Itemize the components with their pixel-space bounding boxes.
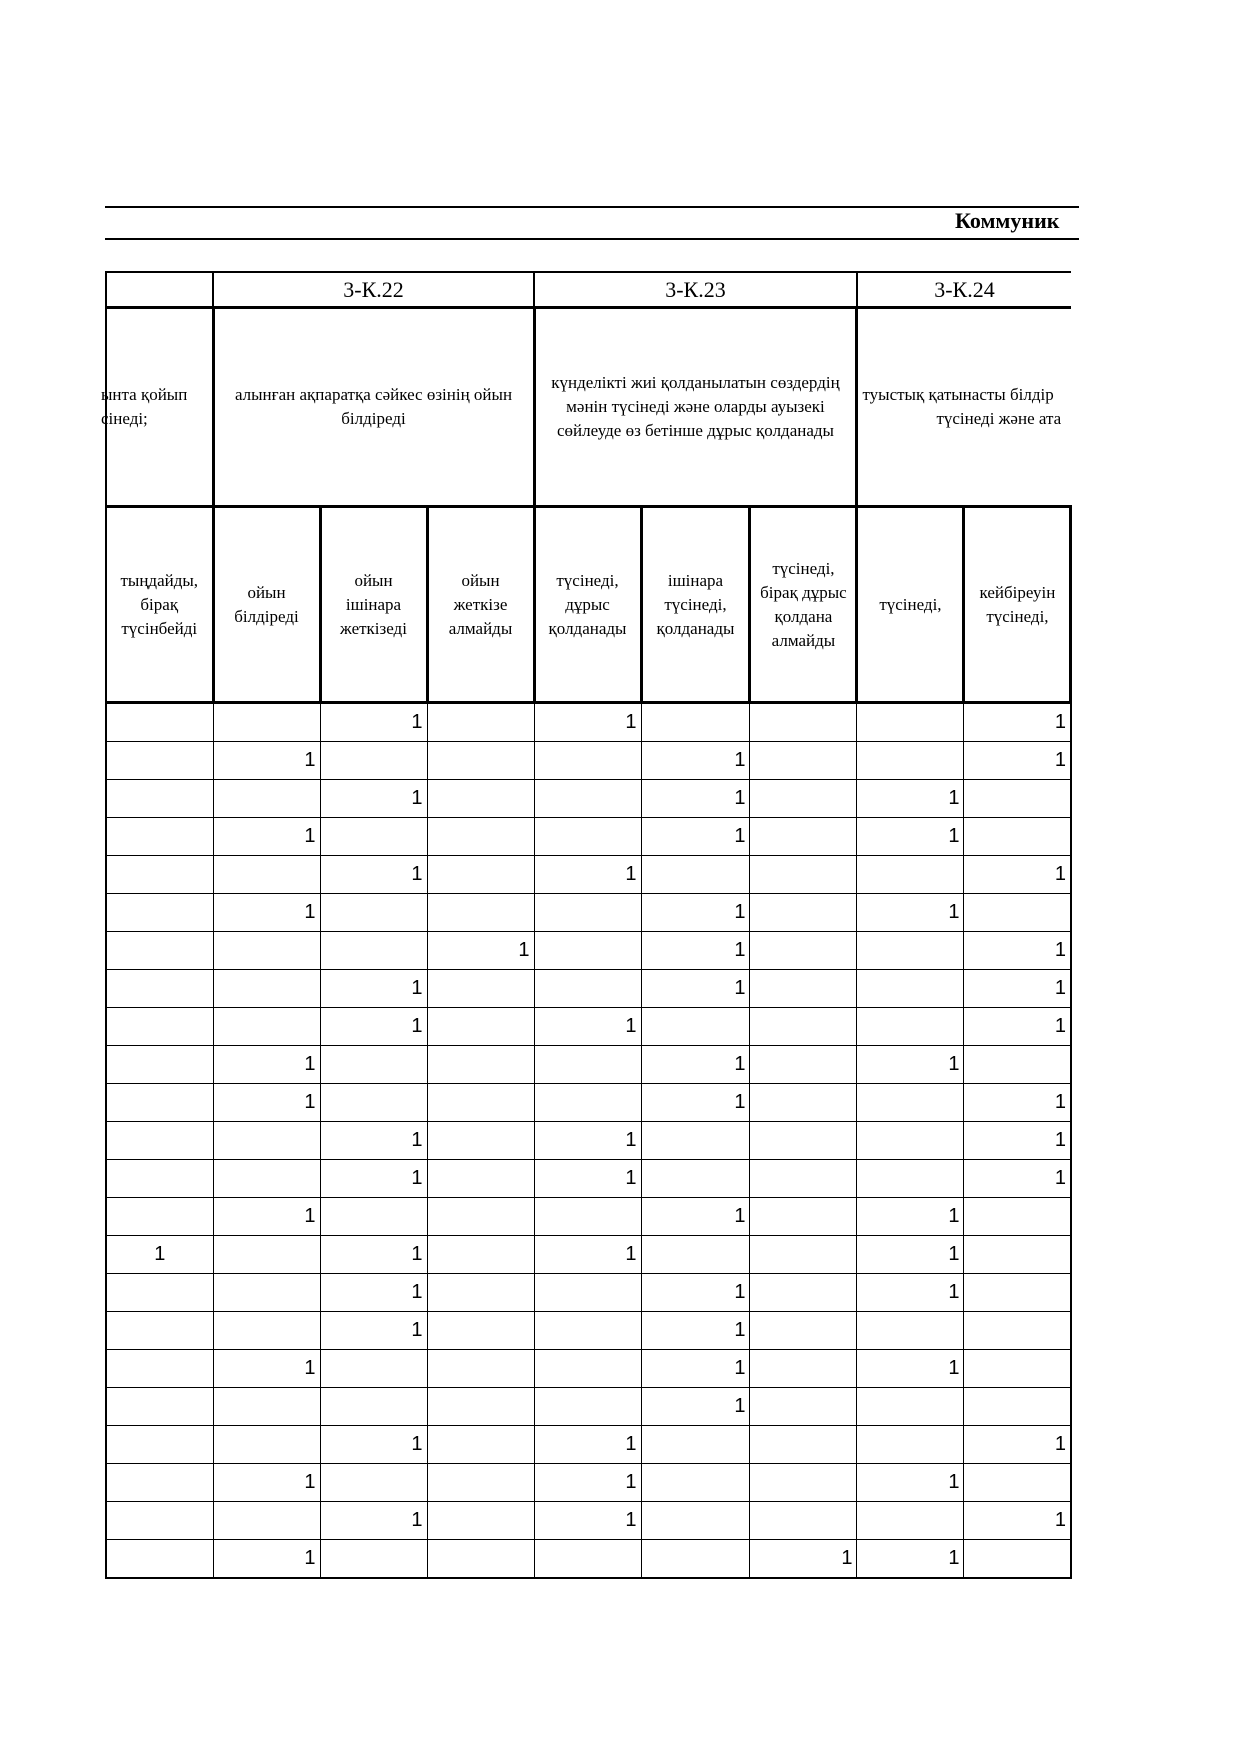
description-k24-line1: туыстық қатынасты білдір — [862, 385, 1054, 404]
table-cell — [427, 1540, 534, 1579]
table-cell — [427, 1502, 534, 1540]
table-cell — [106, 1502, 213, 1540]
table-cell — [641, 1426, 750, 1464]
table-cell — [964, 818, 1071, 856]
table-cell — [964, 1388, 1071, 1426]
table-cell: 1 — [534, 1502, 641, 1540]
table-cell — [857, 703, 964, 742]
section-title: Коммуник — [955, 208, 1060, 233]
table-cell: 1 — [320, 970, 427, 1008]
table-cell — [534, 1084, 641, 1122]
table-row — [106, 1198, 1071, 1236]
table-cell — [213, 703, 320, 742]
description-prev — [101, 308, 213, 507]
table-cell — [427, 703, 534, 742]
table-cell: 1 — [213, 1464, 320, 1502]
table-cell — [750, 970, 857, 1008]
table-cell — [213, 932, 320, 970]
table-cell — [320, 1198, 427, 1236]
table-cell — [750, 1122, 857, 1160]
table-cell — [750, 1464, 857, 1502]
description-prev-line1: ынта қойып — [101, 385, 188, 404]
description-k22-text: алынған ақпаратқа сәйкес өзінің ойын білдіреді — [234, 385, 513, 428]
table-cell — [750, 1236, 857, 1274]
table-row — [106, 1464, 1071, 1502]
table-cell — [750, 1160, 857, 1198]
table-cell — [106, 1350, 213, 1388]
table-cell — [964, 894, 1071, 932]
table-row — [106, 703, 1071, 742]
table-cell: 1 — [964, 1160, 1071, 1198]
table-cell: 1 — [857, 1464, 964, 1502]
description-k22 — [213, 308, 534, 507]
table-cell — [534, 1312, 641, 1350]
table-cell: 1 — [534, 856, 641, 894]
table-cell — [213, 1388, 320, 1426]
table-row — [106, 932, 1071, 970]
table-cell: 1 — [213, 818, 320, 856]
assessment-table — [101, 271, 1072, 1579]
table-cell — [427, 970, 534, 1008]
table-cell — [641, 1008, 750, 1046]
table-cell: 1 — [964, 1502, 1071, 1540]
table-cell — [427, 1274, 534, 1312]
table-cell — [106, 1540, 213, 1579]
table-cell — [106, 1274, 213, 1312]
table-cell: 1 — [320, 1160, 427, 1198]
table-cell — [427, 1160, 534, 1198]
table-row — [106, 1426, 1071, 1464]
section-title-area — [105, 200, 1079, 236]
table-cell — [857, 1008, 964, 1046]
description-k23-text: күнделікті жиі қолданылатын сөздердің мәнін түсінеді және оларды ауызекі сөйлеуде өз бетінше дұрыс қолданады — [551, 373, 840, 440]
data-rows — [106, 703, 1071, 1579]
table-row — [106, 1084, 1071, 1122]
table-cell: 1 — [320, 1502, 427, 1540]
table-cell: 1 — [320, 856, 427, 894]
table-cell — [641, 856, 750, 894]
code-k23: 3-К.23 — [534, 272, 857, 308]
table-cell — [750, 1198, 857, 1236]
table-cell: 1 — [641, 1388, 750, 1426]
table-cell — [534, 894, 641, 932]
table-cell — [106, 1388, 213, 1426]
table-cell — [750, 1426, 857, 1464]
description-k23 — [534, 308, 857, 507]
code-row — [106, 272, 1071, 308]
table-cell: 1 — [320, 1122, 427, 1160]
table-cell — [106, 1084, 213, 1122]
table-cell — [534, 780, 641, 818]
table-cell — [750, 1388, 857, 1426]
table-cell — [427, 894, 534, 932]
subheader-k24-partial: кейбіреуін түсінеді, — [964, 507, 1071, 703]
table-cell — [213, 1274, 320, 1312]
table-cell — [857, 1084, 964, 1122]
table-cell — [750, 1350, 857, 1388]
table-cell — [106, 818, 213, 856]
table-cell: 1 — [641, 1350, 750, 1388]
table-cell — [750, 742, 857, 780]
title-bottom-rule — [105, 238, 1079, 240]
table-cell: 1 — [641, 1274, 750, 1312]
table-cell — [534, 932, 641, 970]
table-cell — [534, 1540, 641, 1579]
table-cell — [964, 1198, 1071, 1236]
table-cell: 1 — [534, 1122, 641, 1160]
table-row — [106, 1236, 1071, 1274]
table-cell — [857, 1502, 964, 1540]
table-cell: 1 — [964, 856, 1071, 894]
table-cell — [641, 1464, 750, 1502]
table-cell: 1 — [320, 1008, 427, 1046]
table-cell — [213, 1312, 320, 1350]
table-cell — [427, 780, 534, 818]
table-cell — [964, 1274, 1071, 1312]
table-cell — [427, 1426, 534, 1464]
table-cell — [857, 1388, 964, 1426]
table-cell: 1 — [106, 1236, 213, 1274]
table-cell — [213, 780, 320, 818]
table-cell: 1 — [641, 1084, 750, 1122]
table-cell — [857, 1426, 964, 1464]
table-cell — [750, 1312, 857, 1350]
table-cell — [857, 932, 964, 970]
table-cell — [857, 970, 964, 1008]
table-cell: 1 — [427, 932, 534, 970]
table-row — [106, 1388, 1071, 1426]
table-cell — [964, 1312, 1071, 1350]
table-cell: 1 — [320, 1426, 427, 1464]
table-cell — [106, 1198, 213, 1236]
table-cell — [964, 1464, 1071, 1502]
table-cell — [106, 780, 213, 818]
table-row — [106, 1160, 1071, 1198]
table-cell: 1 — [534, 1426, 641, 1464]
table-cell: 1 — [857, 894, 964, 932]
table-cell — [106, 932, 213, 970]
table-cell — [106, 1008, 213, 1046]
table-cell — [750, 856, 857, 894]
table-cell — [534, 1046, 641, 1084]
table-cell — [750, 1084, 857, 1122]
table-cell — [106, 742, 213, 780]
table-cell: 1 — [964, 742, 1071, 780]
table-cell — [427, 742, 534, 780]
table-cell — [106, 894, 213, 932]
table-cell: 1 — [534, 1236, 641, 1274]
table-cell — [750, 818, 857, 856]
table-cell — [320, 1046, 427, 1084]
table-row — [106, 818, 1071, 856]
table-cell: 1 — [964, 703, 1071, 742]
table-cell — [427, 1046, 534, 1084]
table-cell: 1 — [320, 1236, 427, 1274]
table-row — [106, 970, 1071, 1008]
table-cell — [320, 1464, 427, 1502]
table-row — [106, 1540, 1071, 1579]
table-cell: 1 — [857, 818, 964, 856]
table-cell: 1 — [641, 1198, 750, 1236]
table-row — [106, 856, 1071, 894]
table-cell — [641, 1236, 750, 1274]
table-cell: 1 — [641, 932, 750, 970]
table-cell: 1 — [641, 742, 750, 780]
code-k24: 3-К.24 — [857, 272, 1071, 308]
table-cell: 1 — [857, 1198, 964, 1236]
table-cell: 1 — [641, 970, 750, 1008]
table-cell: 1 — [534, 1008, 641, 1046]
table-cell — [427, 1388, 534, 1426]
table-cell — [750, 1502, 857, 1540]
table-cell: 1 — [964, 970, 1071, 1008]
table-cell — [427, 1464, 534, 1502]
table-cell — [106, 1046, 213, 1084]
table-cell — [534, 1350, 641, 1388]
table-cell — [106, 1160, 213, 1198]
subheader-k22-yes: ойын білдіреді — [213, 507, 320, 703]
subheader-k22-no: ойын жеткізе алмайды — [427, 507, 534, 703]
table-cell — [106, 970, 213, 1008]
table-row — [106, 1046, 1071, 1084]
table-cell — [213, 1122, 320, 1160]
table-cell — [427, 1236, 534, 1274]
table-cell — [857, 742, 964, 780]
table-cell: 1 — [213, 1046, 320, 1084]
table-cell — [534, 742, 641, 780]
table-row — [106, 1312, 1071, 1350]
table-cell: 1 — [534, 703, 641, 742]
table-cell — [857, 1312, 964, 1350]
table-cell — [427, 1122, 534, 1160]
table-cell: 1 — [320, 703, 427, 742]
table-cell — [964, 1236, 1071, 1274]
subheader-k23-partial: ішінара түсінеді, қолданады — [641, 507, 750, 703]
code-k22: 3-К.22 — [213, 272, 534, 308]
table-cell — [213, 1236, 320, 1274]
table-cell — [641, 1502, 750, 1540]
table-cell — [964, 1540, 1071, 1579]
table-row — [106, 894, 1071, 932]
table-cell — [427, 1198, 534, 1236]
table-cell: 1 — [857, 1274, 964, 1312]
table-cell — [964, 1046, 1071, 1084]
table-cell — [213, 1160, 320, 1198]
table-cell — [320, 1388, 427, 1426]
table-cell — [320, 932, 427, 970]
table-cell: 1 — [964, 1008, 1071, 1046]
table-cell — [857, 1122, 964, 1160]
table-cell: 1 — [213, 1084, 320, 1122]
table-cell: 1 — [320, 1312, 427, 1350]
table-cell — [750, 703, 857, 742]
table-cell: 1 — [213, 1198, 320, 1236]
table-row — [106, 1008, 1071, 1046]
table-cell — [534, 1388, 641, 1426]
description-row — [106, 308, 1071, 507]
table-cell — [106, 703, 213, 742]
table-cell — [750, 1008, 857, 1046]
table-cell — [427, 1312, 534, 1350]
table-cell: 1 — [641, 1312, 750, 1350]
table-cell — [857, 1160, 964, 1198]
table-cell — [106, 1426, 213, 1464]
subheader-k22-partial: ойын ішінара жеткізеді — [320, 507, 427, 703]
table-cell — [213, 856, 320, 894]
table-cell — [534, 1198, 641, 1236]
table-cell — [641, 1540, 750, 1579]
table-cell: 1 — [534, 1464, 641, 1502]
table-cell — [320, 818, 427, 856]
table-cell: 1 — [964, 932, 1071, 970]
table-cell: 1 — [857, 1350, 964, 1388]
table-cell — [750, 1274, 857, 1312]
table-cell — [427, 856, 534, 894]
table-cell: 1 — [857, 1236, 964, 1274]
table-cell — [750, 932, 857, 970]
table-cell: 1 — [641, 894, 750, 932]
table-cell: 1 — [320, 780, 427, 818]
table-cell — [213, 970, 320, 1008]
description-prev-line2: сінеді; — [101, 409, 148, 428]
table-cell — [534, 970, 641, 1008]
table-row — [106, 780, 1071, 818]
table-cell — [427, 818, 534, 856]
table-cell — [427, 1008, 534, 1046]
table-cell: 1 — [534, 1160, 641, 1198]
table-cell — [641, 1160, 750, 1198]
table-cell: 1 — [857, 780, 964, 818]
table-cell — [106, 1122, 213, 1160]
table-row — [106, 1274, 1071, 1312]
table-cell — [320, 742, 427, 780]
table-cell — [534, 1274, 641, 1312]
table-cell — [750, 1046, 857, 1084]
table-cell — [106, 856, 213, 894]
table-cell: 1 — [213, 1350, 320, 1388]
description-k24-line2: түсінеді және ата — [936, 409, 1062, 428]
table-cell: 1 — [857, 1540, 964, 1579]
table-cell — [213, 1426, 320, 1464]
table-cell — [106, 1312, 213, 1350]
table-cell: 1 — [320, 1274, 427, 1312]
description-k24 — [857, 308, 1071, 507]
table-cell: 1 — [964, 1426, 1071, 1464]
table-cell: 1 — [213, 1540, 320, 1579]
table-cell: 1 — [964, 1122, 1071, 1160]
subheader-row — [106, 507, 1071, 703]
table-cell: 1 — [964, 1084, 1071, 1122]
table-cell — [320, 894, 427, 932]
table-cell — [964, 1350, 1071, 1388]
table-cell: 1 — [641, 1046, 750, 1084]
table-cell — [427, 1084, 534, 1122]
table-cell — [750, 894, 857, 932]
table-row — [106, 742, 1071, 780]
table-cell: 1 — [750, 1540, 857, 1579]
table-cell — [320, 1540, 427, 1579]
table-row — [106, 1502, 1071, 1540]
table-cell — [750, 780, 857, 818]
table-cell: 1 — [641, 780, 750, 818]
table-cell: 1 — [857, 1046, 964, 1084]
table-row — [106, 1350, 1071, 1388]
subheader-k23-no: түсінеді, бірақ дұрыс қолдана алмайды — [750, 507, 857, 703]
subheader-prev: тыңдайды, бірақ түсінбейді — [106, 507, 213, 703]
table-cell — [534, 818, 641, 856]
table-cell — [641, 703, 750, 742]
table-cell — [641, 1122, 750, 1160]
table-cell — [320, 1350, 427, 1388]
table-cell — [857, 856, 964, 894]
table-cell — [106, 1464, 213, 1502]
table-cell — [320, 1084, 427, 1122]
code-cell-prev — [106, 272, 213, 308]
table-cell — [213, 1008, 320, 1046]
table-cell: 1 — [641, 818, 750, 856]
table-cell: 1 — [213, 894, 320, 932]
table-row — [106, 1122, 1071, 1160]
table-cell — [427, 1350, 534, 1388]
subheader-k23-yes: түсінеді, дұрыс қолданады — [534, 507, 641, 703]
table-cell — [964, 780, 1071, 818]
table-cell: 1 — [213, 742, 320, 780]
subheader-k24-yes: түсінеді, — [857, 507, 964, 703]
table-cell — [213, 1502, 320, 1540]
